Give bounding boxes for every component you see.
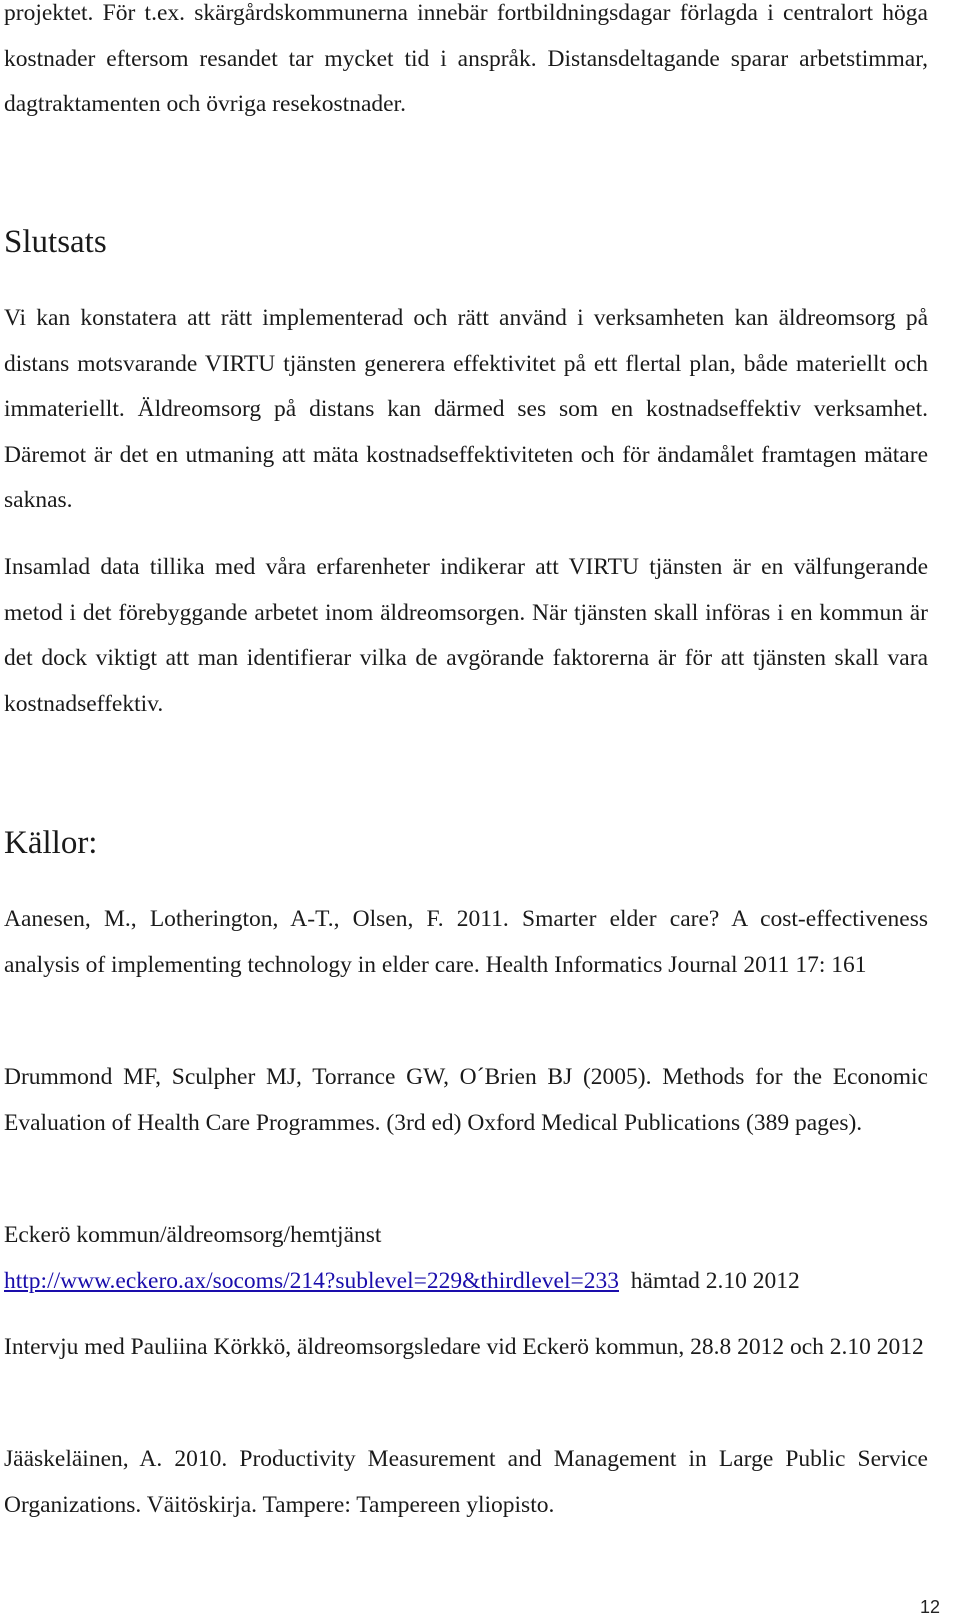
reference-item: Intervju med Pauliina Körkkö, äldreomsorgsledare vid Eckerö kommun, 28.8 2012 och 2.10 2012 [4,1334,924,1360]
conclusion-paragraph-1: Vi kan konstatera att rätt implementerad och rätt använd i verksamheten kan äldreomsorg på distans motsvarande VIRTU tjänsten generera effektivitet på ett flertal plan, både materiellt och immateriellt. Äldreomsorg på distans kan därmed ses som en kostnadseffektiv verksamhet. Däremot är det en utmaning att mäta kostnadseffektiviteten och för ändamålet framtagen mätare saknas. [4,305,928,513]
conclusion-heading: Slutsats [4,224,107,260]
reference-title: Eckerö kommun/äldreomsorg/hemtjänst [4,1222,382,1248]
reference-item [4,1213,928,1304]
conclusion-paragraph-2: Insamlad data tillika med våra erfarenheter indikerar att VIRTU tjänsten är en välfungerande metod i det förebyggande arbetet inom äldreomsorgen. När tjänsten skall införas i en kommun är det dock viktigt att man identifierar vilka de avgörande faktorerna är för att tjänsten skall vara kostnadseffektiv. [4,554,928,717]
reference-item: Drummond MF, Sculpher MJ, Torrance GW, O´Brien BJ (2005). Methods for the Economic Evaluation of Health Care Programmes. (3rd ed) Oxford Medical Publications (389 pages). [4,1064,928,1136]
reference-item: Aanesen, M., Lotherington, A-T., Olsen, F. 2011. Smarter elder care? A cost-effectiveness analysis of implementing technology in elder care. Health Informatics Journal 2011 17: 161 [4,906,928,978]
reference-link[interactable]: http://www.eckero.ax/socoms/214?sublevel=229&thirdlevel=233 [4,1267,619,1294]
intro-paragraph: projektet. För t.ex. skärgårdskommunerna innebär fortbildningsdagar förlagda i centralort höga kostnader eftersom resandet tar mycket tid i anspråk. Distansdeltagande sparar arbetstimmar, dagtraktamenten och övriga resekostnader. [4,0,928,117]
page-number: 12 [919,1597,940,1617]
reference-retrieved-date: hämtad 2.10 2012 [630,1267,800,1294]
reference-item: Jääskeläinen, A. 2010. Productivity Measurement and Management in Large Public Service Organizations. Väitöskirja. Tampere: Tampereen yliopisto. [4,1446,928,1518]
sources-heading: Källor: [4,825,98,861]
